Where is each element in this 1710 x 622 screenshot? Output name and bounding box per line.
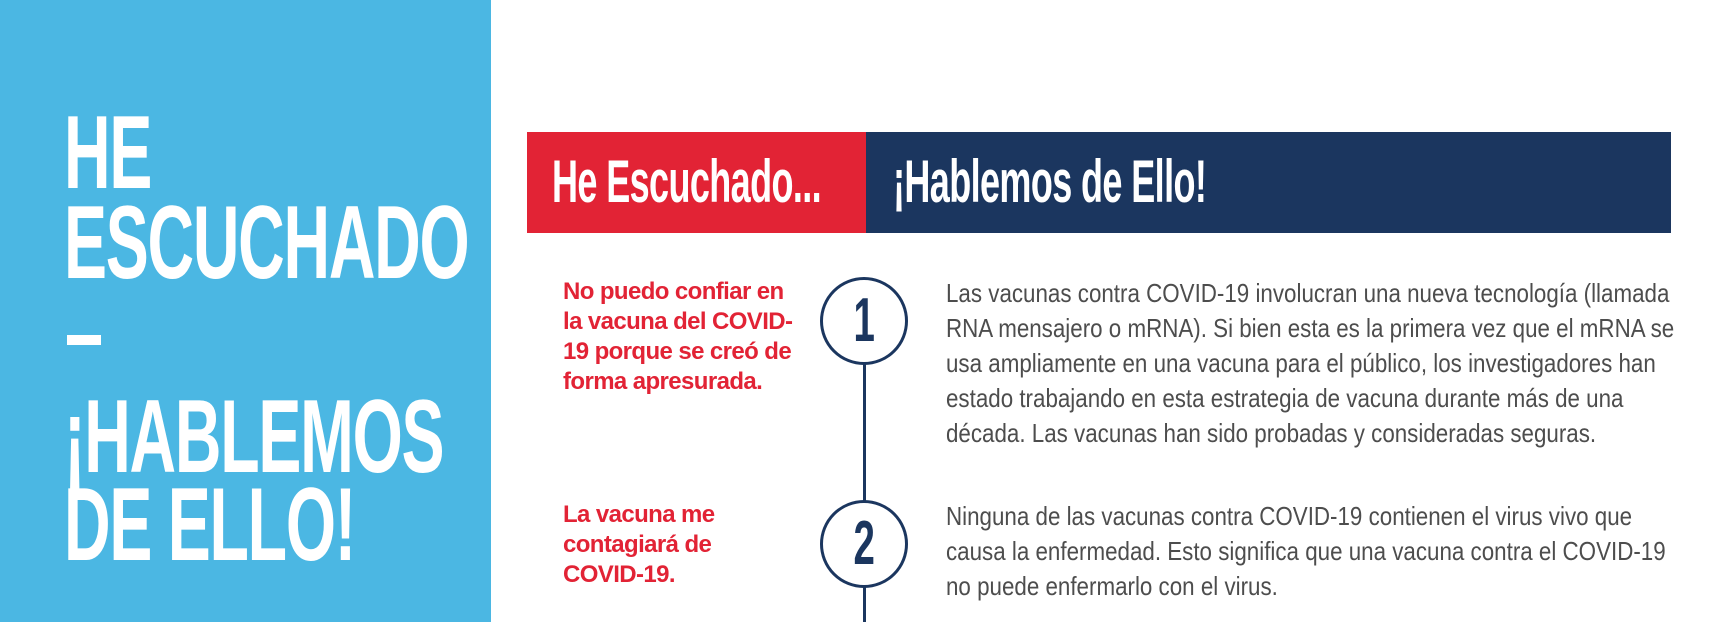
fact-answer-1 xyxy=(946,276,1686,451)
step-number-1: 1 xyxy=(853,286,875,355)
title-dash-divider xyxy=(67,335,101,345)
left-title-panel xyxy=(0,0,491,622)
header-talk-block xyxy=(866,132,1671,233)
title-line-hablemos: ¡HABLEMOS xyxy=(64,379,444,495)
header-talk-label: ¡Hablemos de Ello! xyxy=(893,148,1207,215)
fact-answer-2 xyxy=(946,499,1686,604)
title-line-escuchado: ESCUCHADO xyxy=(64,185,469,301)
header-heard-block xyxy=(527,132,866,233)
step-number-badge-2 xyxy=(820,500,908,588)
fact-answer-1-text: Las vacunas contra COVID-19 involucran una nueva tecnología (llamada RNA mensajero o mRNA). Si bien esta es la primera vez que el mRNA se usa ampliamente en una vacuna para el público, los investigadores han estado trabajando en esta estrategia de vacuna durante más de una década. Las vacunas han sido probadas y consideradas seguras. xyxy=(946,278,1675,448)
section-header xyxy=(527,132,1671,233)
step-number-badge-1 xyxy=(820,277,908,365)
step-number-2: 2 xyxy=(853,509,875,578)
myth-question-2: La vacuna me contagiará de COVID-19. xyxy=(563,501,715,588)
title-line-de-ello: DE ELLO! xyxy=(64,467,355,583)
title-line-he: HE xyxy=(64,95,152,211)
myth-question-1: No puedo confiar en la vacuna del COVID-19 porque se creó de forma apresurada. xyxy=(563,278,793,395)
header-heard-label: He Escuchado... xyxy=(552,148,822,215)
fact-answer-2-text: Ninguna de las vacunas contra COVID-19 contienen el virus vivo que causa la enfermedad. Esto significa que una vacuna contra el COVID-19 no puede enfermarlo con el virus. xyxy=(946,501,1666,601)
